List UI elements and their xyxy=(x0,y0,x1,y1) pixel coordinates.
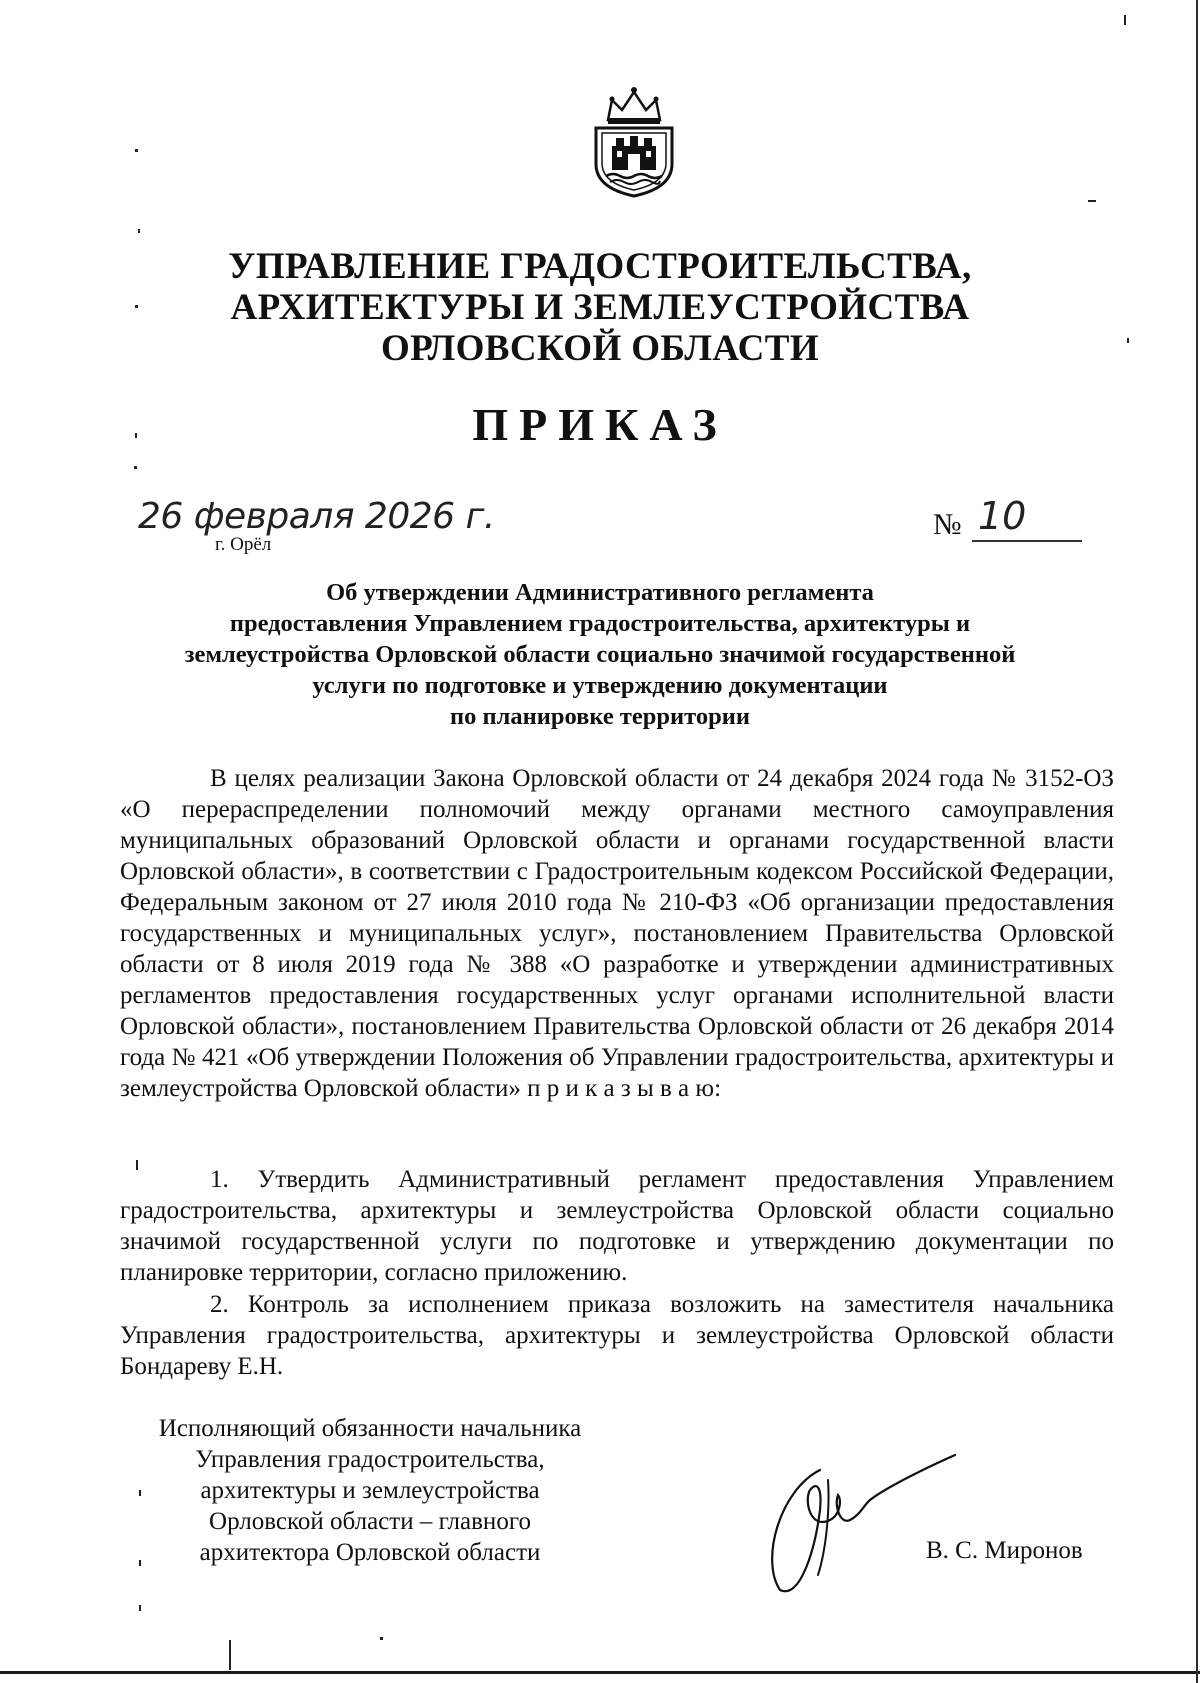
document-type: ПРИКАЗ xyxy=(472,399,728,450)
scan-speck xyxy=(135,149,138,152)
scan-speck xyxy=(135,305,138,308)
scan-edge-bottom xyxy=(0,1671,1200,1674)
city-label: г. Орёл xyxy=(215,534,272,555)
scan-speck xyxy=(135,433,137,438)
order-item-1: 1. Утвердить Административный регламент предоставления Управлением градостроительства, архитектуры и землеустройства Орловской области социально значимой государственной услуги по подготовке и утверждению документации по планировке территории, согласно приложению. xyxy=(120,1166,1114,1286)
scan-speck xyxy=(139,1605,141,1611)
subject-line: предоставления Управлением градостроительства, архитектуры и xyxy=(229,610,971,637)
scan-speck xyxy=(138,229,140,233)
scan-edge-right xyxy=(1196,0,1198,1683)
signatory-position xyxy=(120,1413,620,1568)
org-title-line: АРХИТЕКТУРЫ И ЗЕМЛЕУСТРОЙСТВА xyxy=(230,287,970,328)
scan-speck xyxy=(229,1640,231,1670)
subject-line: услуги по подготовке и утверждению документации xyxy=(312,672,888,699)
org-title-line: УПРАВЛЕНИЕ ГРАДОСТРОИТЕЛЬСТВА, xyxy=(228,246,972,287)
scan-speck xyxy=(1088,200,1096,202)
subject-line: Об утверждении Административного регламента xyxy=(326,579,874,606)
scan-speck xyxy=(134,466,137,469)
signatory-name: В. С. Миронов xyxy=(926,1537,1083,1564)
org-title-line: ОРЛОВСКОЙ ОБЛАСТИ xyxy=(380,328,820,369)
signatory-line: Орловской области – главного xyxy=(209,1508,531,1535)
document-subject xyxy=(140,577,1060,732)
handwritten-date: 26 февраля 2026 г. xyxy=(138,496,495,537)
handwritten-number: 10 xyxy=(978,494,1027,538)
handwritten-signature-icon xyxy=(760,1450,960,1600)
number-underline xyxy=(972,540,1082,542)
signatory-line: архитектуры и землеустройства xyxy=(200,1477,540,1504)
coat-of-arms-icon xyxy=(588,84,680,200)
scan-speck xyxy=(1124,15,1126,25)
organization-title xyxy=(150,246,1050,369)
subject-line: по планировке территории xyxy=(450,703,750,730)
scan-speck xyxy=(380,1637,383,1640)
signatory-line: Управления градостроительства, xyxy=(195,1446,545,1473)
signatory-line: Исполняющий обязанности начальника xyxy=(158,1415,582,1442)
signatory-line: архитектора Орловской области xyxy=(199,1539,541,1566)
scan-speck xyxy=(1127,338,1129,343)
subject-line: землеустройства Орловской области социально значимой государственной xyxy=(184,641,1016,668)
order-item-2: 2. Контроль за исполнением приказа возложить на заместителя начальника Управления градостроительства, архитектуры и землеустройства Орловской области Бондареву Е.Н. xyxy=(120,1291,1114,1380)
number-label: № xyxy=(933,508,962,541)
preamble-paragraph: В целях реализации Закона Орловской области от 24 декабря 2024 года № 3152-ОЗ «О перераспределении полномочий между органами местного самоуправления муниципальных образований Орловской области и органами государственной власти Орловской области», в соответствии с Градостроительным кодексом Российской Федерации, Федеральным законом от 27 июля 2010 года № 210-ФЗ «Об организации предоставления государственных и муниципальных услуг», постановлением Правительства Орловской области от 8 июля 2019 года № 388 «О разработке и утверждении административных регламентов предоставления государственных услуг органами исполнительной власти Орловской области», постановлением Правительства Орловской области от 26 декабря 2014 года № 421 «Об утверждении Положения об Управлении градостроительства, архитектуры и землеустройства Орловской области» п р и к а з ы в а ю: xyxy=(120,765,1114,1102)
